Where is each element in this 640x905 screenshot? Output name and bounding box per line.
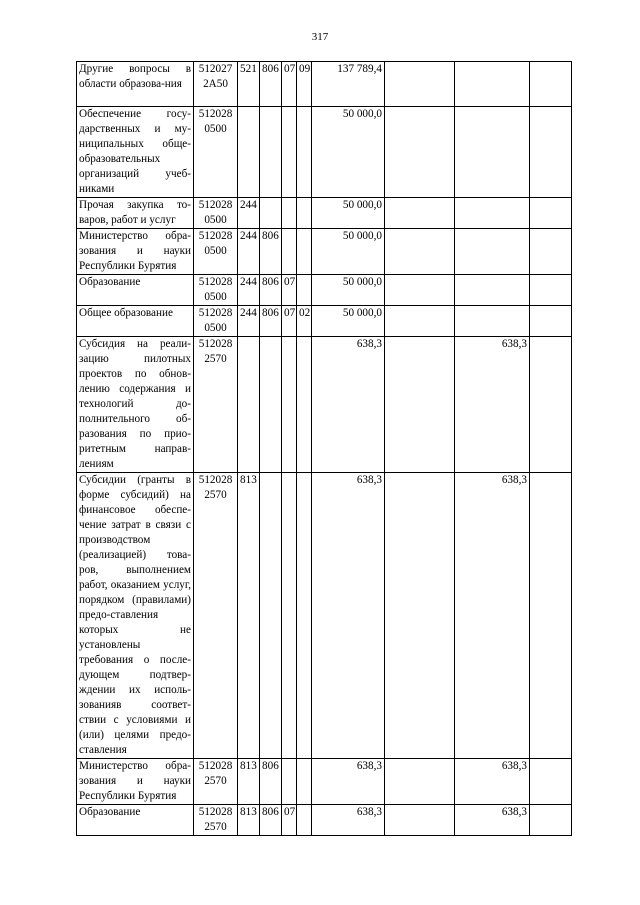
amount-cell-4 <box>530 107 572 198</box>
amount-cell-4 <box>530 229 572 275</box>
row-name-cell: Министерство обра-зования и науки Республики Бурятия <box>77 759 194 805</box>
section-cell <box>282 229 297 275</box>
ministry-code-cell: 806 <box>260 306 282 337</box>
amount-cell-4 <box>530 198 572 229</box>
amount-cell-4 <box>530 275 572 306</box>
amount-cell-2 <box>385 473 455 759</box>
ministry-code-cell: 806 <box>260 759 282 805</box>
target-article-cell: 512028 0500 <box>194 275 238 306</box>
target-article-cell: 512028 2570 <box>194 337 238 473</box>
expense-type-cell <box>238 107 260 198</box>
amount-cell-4 <box>530 805 572 836</box>
amount-cell-1: 50 000,0 <box>312 229 385 275</box>
amount-cell-1: 50 000,0 <box>312 107 385 198</box>
expense-type-cell: 244 <box>238 198 260 229</box>
row-name-cell: Обеспечение госу-дарственных и му-ниципальных обще-образовательных организаций учеб-никами <box>77 107 194 198</box>
amount-cell-1: 638,3 <box>312 337 385 473</box>
target-article-cell: 512028 0500 <box>194 229 238 275</box>
expense-type-cell: 813 <box>238 805 260 836</box>
budget-table <box>76 61 572 836</box>
table-row <box>77 805 572 836</box>
subsection-cell <box>297 473 312 759</box>
subsection-cell <box>297 337 312 473</box>
amount-cell-3 <box>455 62 530 107</box>
amount-cell-2 <box>385 805 455 836</box>
amount-cell-1: 638,3 <box>312 759 385 805</box>
target-article-cell: 512027 2А50 <box>194 62 238 107</box>
amount-cell-3: 638,3 <box>455 337 530 473</box>
section-cell <box>282 337 297 473</box>
section-cell: 07 <box>282 306 297 337</box>
amount-cell-1: 638,3 <box>312 805 385 836</box>
section-cell <box>282 473 297 759</box>
expense-type-cell: 244 <box>238 229 260 275</box>
row-name-cell: Субсидия на реали-зацию пилотных проектов по обнов-лению содержания и технологий до-полнительного об-разования по прио-ритетным направ-лениям <box>77 337 194 473</box>
amount-cell-3 <box>455 198 530 229</box>
amount-cell-1: 50 000,0 <box>312 306 385 337</box>
row-name-cell: Другие вопросы в области образова-ния <box>77 62 194 107</box>
table-row <box>77 275 572 306</box>
amount-cell-4 <box>530 62 572 107</box>
amount-cell-2 <box>385 107 455 198</box>
amount-cell-3 <box>455 275 530 306</box>
ministry-code-cell <box>260 473 282 759</box>
amount-cell-1: 50 000,0 <box>312 198 385 229</box>
amount-cell-4 <box>530 759 572 805</box>
amount-cell-2 <box>385 62 455 107</box>
subsection-cell: 02 <box>297 306 312 337</box>
target-article-cell: 512028 2570 <box>194 805 238 836</box>
row-name-cell: Субсидии (гранты в форме субсидий) на финансовое обеспе-чение затрат в связи с производством (реализацией) това-ров, выполнением работ, оказанием услуг, порядком (правилами) предо-ставления которых не установлены требования о после-дующем подтвер-ждении их исполь-зованияв соответ-ствии с условиями и (или) целями предо-ставления <box>77 473 194 759</box>
subsection-cell <box>297 275 312 306</box>
row-name-cell: Общее образование <box>77 306 194 337</box>
amount-cell-3: 638,3 <box>455 759 530 805</box>
row-name-cell: Образование <box>77 275 194 306</box>
ministry-code-cell: 806 <box>260 62 282 107</box>
row-name-cell: Прочая закупка то-варов, работ и услуг <box>77 198 194 229</box>
table-body <box>77 62 572 836</box>
expense-type-cell: 813 <box>238 473 260 759</box>
target-article-cell: 512028 0500 <box>194 306 238 337</box>
expense-type-cell: 244 <box>238 306 260 337</box>
amount-cell-3 <box>455 306 530 337</box>
table-row <box>77 62 572 107</box>
row-name-cell: Министерство обра-зования и науки Республики Бурятия <box>77 229 194 275</box>
subsection-cell <box>297 229 312 275</box>
section-cell: 07 <box>282 62 297 107</box>
table-row <box>77 473 572 759</box>
subsection-cell: 09 <box>297 62 312 107</box>
amount-cell-2 <box>385 306 455 337</box>
target-article-cell: 512028 0500 <box>194 198 238 229</box>
target-article-cell: 512028 2570 <box>194 759 238 805</box>
amount-cell-1: 638,3 <box>312 473 385 759</box>
subsection-cell <box>297 107 312 198</box>
amount-cell-4 <box>530 473 572 759</box>
amount-cell-2 <box>385 759 455 805</box>
amount-cell-2 <box>385 198 455 229</box>
amount-cell-1: 137 789,4 <box>312 62 385 107</box>
ministry-code-cell: 806 <box>260 275 282 306</box>
expense-type-cell: 521 <box>238 62 260 107</box>
subsection-cell <box>297 805 312 836</box>
table-row <box>77 337 572 473</box>
amount-cell-2 <box>385 229 455 275</box>
row-name-cell: Образование <box>77 805 194 836</box>
amount-cell-3 <box>455 107 530 198</box>
amount-cell-4 <box>530 337 572 473</box>
amount-cell-3: 638,3 <box>455 473 530 759</box>
amount-cell-1: 50 000,0 <box>312 275 385 306</box>
table-row <box>77 759 572 805</box>
amount-cell-3: 638,3 <box>455 805 530 836</box>
amount-cell-2 <box>385 275 455 306</box>
table-row <box>77 229 572 275</box>
section-cell <box>282 759 297 805</box>
ministry-code-cell <box>260 198 282 229</box>
amount-cell-4 <box>530 306 572 337</box>
subsection-cell <box>297 759 312 805</box>
target-article-cell: 512028 2570 <box>194 473 238 759</box>
expense-type-cell: 813 <box>238 759 260 805</box>
page-number: 317 <box>311 31 329 43</box>
table-row <box>77 306 572 337</box>
ministry-code-cell: 806 <box>260 229 282 275</box>
section-cell: 07 <box>282 805 297 836</box>
amount-cell-3 <box>455 229 530 275</box>
section-cell <box>282 107 297 198</box>
expense-type-cell: 244 <box>238 275 260 306</box>
expense-type-cell <box>238 337 260 473</box>
ministry-code-cell <box>260 107 282 198</box>
subsection-cell <box>297 198 312 229</box>
section-cell: 07 <box>282 275 297 306</box>
ministry-code-cell <box>260 337 282 473</box>
amount-cell-2 <box>385 337 455 473</box>
target-article-cell: 512028 0500 <box>194 107 238 198</box>
table-row <box>77 107 572 198</box>
section-cell <box>282 198 297 229</box>
table-row <box>77 198 572 229</box>
ministry-code-cell: 806 <box>260 805 282 836</box>
